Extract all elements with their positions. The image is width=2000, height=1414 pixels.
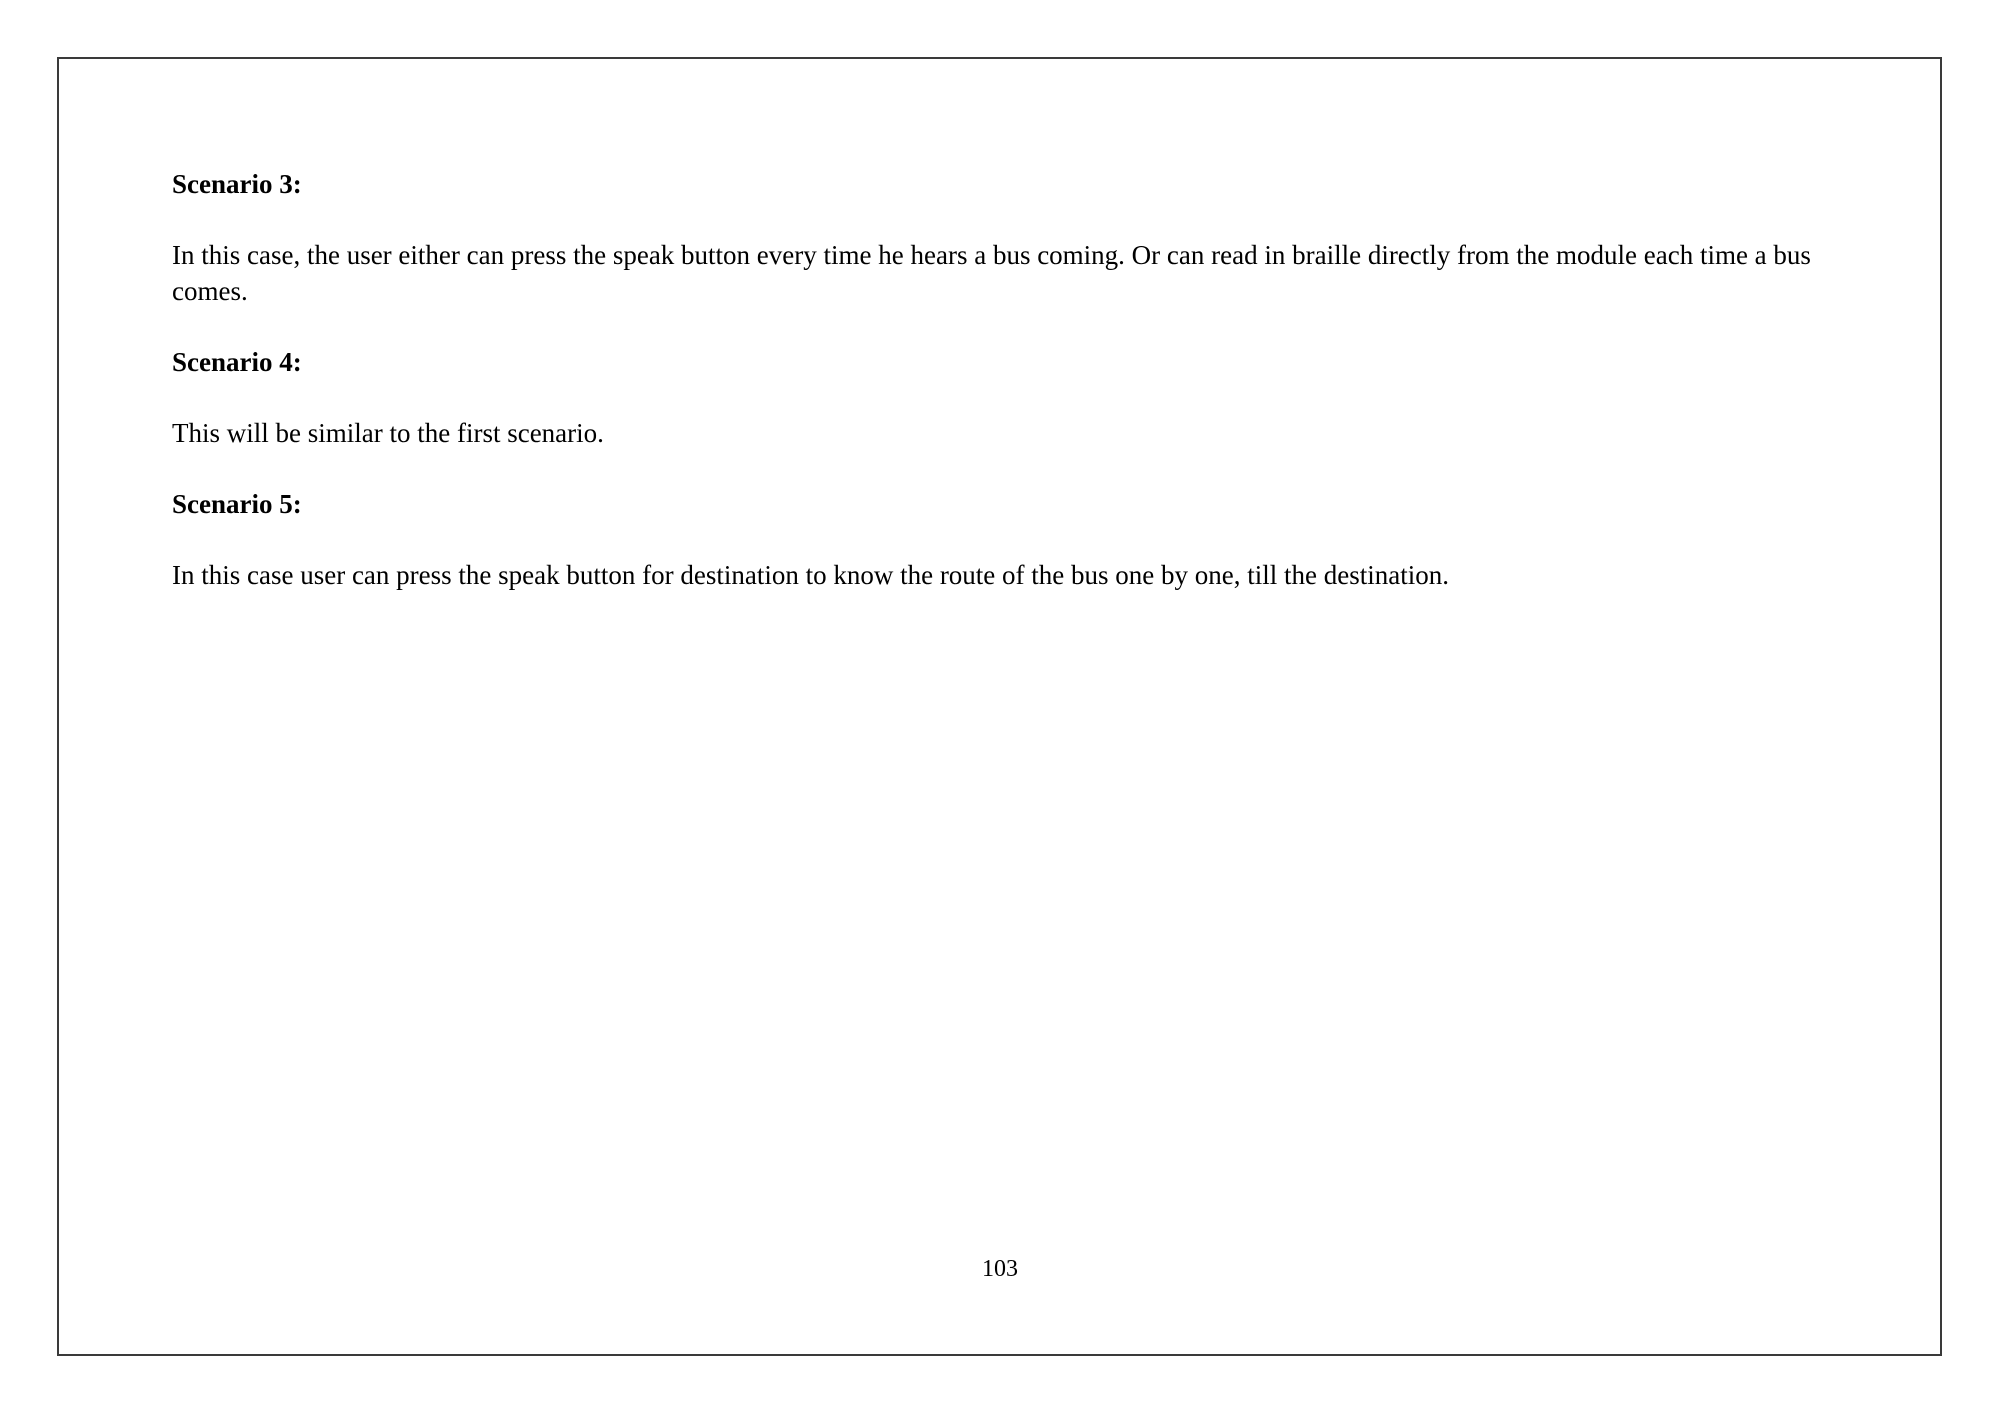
section-paragraph-scenario-3: In this case, the user either can press the speak button every time he hears a bus coming. Or can read in braille directly from the module each time a bus comes.	[172, 240, 1811, 306]
document-body	[172, 166, 1812, 628]
section-paragraph-scenario-5: In this case user can press the speak button for destination to know the route of the bus one by one, till the destination.	[172, 560, 1449, 590]
section-heading-scenario-3: Scenario 3:	[172, 169, 302, 199]
section-paragraph-scenario-4: This will be similar to the first scenario.	[172, 418, 604, 448]
section-heading-scenario-5: Scenario 5:	[172, 489, 302, 519]
section-heading-scenario-4: Scenario 4:	[172, 347, 302, 377]
page-number: 103	[982, 1256, 1018, 1282]
